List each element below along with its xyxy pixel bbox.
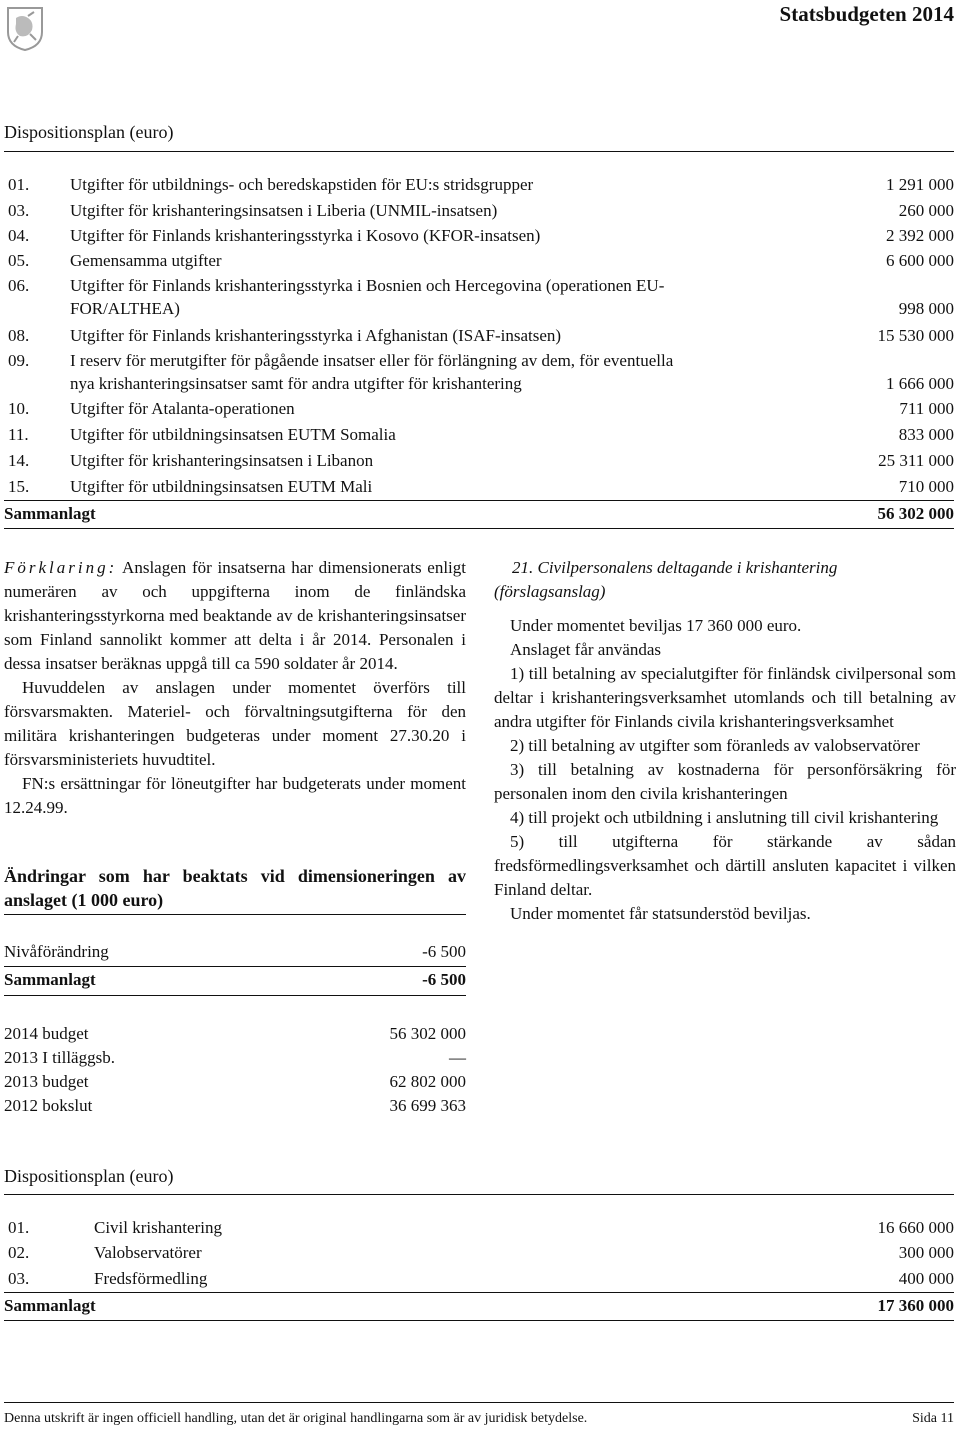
explanation-label: Förklaring: [4, 558, 118, 577]
plan1-row-09: 09. I reserv för merutgifter för pågående insatser eller för förlängning av dem, för eventuella [8, 351, 674, 370]
plan1-bottom-rule [4, 528, 954, 529]
changes-total-row: Sammanlagt -6 500 [4, 970, 466, 989]
explanation-p3: FN:s ersättningar för löneutgifter har budgeterats under moment 12.24.99. [4, 774, 466, 817]
budget-row-2013-supplementary: 2013 I tilläggsb. — [4, 1048, 466, 1067]
plan2-top-rule [4, 1194, 954, 1195]
explanation-first: Anslagen för insatserna har dimensionerats enligt numerären av och uppgifterna inom de finländska krishanteringsstyrkorna med beaktande av de krishanteringsinsatser som Finland sannolikt kommer att delta i år 2014. Personalen i dessa insatser beräknas uppgå till ca 590 soldater år 2014. [4, 558, 466, 673]
budget-row-2014: 2014 budget 56 302 000 [4, 1024, 466, 1043]
plan1-row-09-cont: nya krishanteringsinsatser samt för andra utgifter för krishantering 1 666 000 [70, 374, 954, 393]
plan1-row-01: 01. Utgifter för utbildnings- och beredskapstiden för EU:s stridsgrupper 1 291 000 [8, 175, 954, 194]
footer-disclaimer: Denna utskrift är ingen officiell handling, utan det är original handlingarna som är av juridisk betydelse. [4, 1411, 588, 1426]
plan1-row-15: 15. Utgifter för utbildningsinsatsen EUTM Mali 710 000 [8, 477, 954, 496]
changes-title: Ändringar som har beaktats vid dimensioneringen av anslaget (1 000 euro) [4, 866, 466, 910]
footer-rule [4, 1402, 954, 1403]
moment-21-amount: Under momentet beviljas 17 360 000 euro. [510, 616, 802, 635]
moment-21-grant: Under momentet får statsunderstöd beviljas. [510, 904, 811, 923]
explanation-block [4, 556, 466, 820]
changes-bottom-rule [4, 995, 466, 996]
moment-21-usage-intro: Anslaget får användas [510, 640, 662, 659]
explanation-p2: Huvuddelen av anslagen under momentet överförs till försvarsmakten. Materiel- och förvaltningsutgifterna för den militära krishanteringen budgeteras under moment 27.30.20 i försvarsministeriets huvudtitel. [4, 678, 466, 769]
plan2-bottom-rule [4, 1320, 954, 1321]
plan2-total-row: Sammanlagt 17 360 000 [4, 1296, 954, 1315]
budget-row-2012: 2012 bokslut 36 699 363 [4, 1096, 466, 1115]
plan2-row-03: 03. Fredsförmedling 400 000 [8, 1269, 954, 1288]
moment-21-item-4: 4) till projekt och utbildning i anslutning till civil krishantering [510, 808, 939, 827]
plan2-row-02: 02. Valobservatörer 300 000 [8, 1243, 954, 1262]
page-header-title: Statsbudgeten 2014 [779, 2, 954, 26]
lion-crest-logo [4, 4, 46, 52]
moment-21-body [494, 614, 956, 926]
plan1-row-03: 03. Utgifter för krishanteringsinsatsen i Liberia (UNMIL-insatsen) 260 000 [8, 201, 954, 220]
plan1-title: Dispositionsplan (euro) [4, 122, 174, 142]
plan2-row-01: 01. Civil krishantering 16 660 000 [8, 1218, 954, 1237]
plan1-row-11: 11. Utgifter för utbildningsinsatsen EUTM Somalia 833 000 [8, 425, 954, 444]
plan2-total-rule [4, 1292, 954, 1293]
plan1-row-05: 05. Gemensamma utgifter 6 600 000 [8, 251, 954, 270]
plan1-row-10: 10. Utgifter för Atalanta-operationen 711 000 [8, 399, 954, 418]
moment-21-item-2: 2) till betalning av utgifter som föranleds av valobservatörer [510, 736, 920, 755]
changes-row: Nivåförändring -6 500 [4, 942, 466, 961]
plan1-row-06: 06. Utgifter för Finlands krishanteringsstyrka i Bosnien och Hercegovina (operationen EU- [8, 276, 665, 295]
plan1-top-rule [4, 151, 954, 152]
plan1-total-rule [4, 500, 954, 501]
changes-top-rule [4, 914, 466, 915]
plan1-row-08: 08. Utgifter för Finlands krishanteringsstyrka i Afghanistan (ISAF-insatsen) 15 530 000 [8, 326, 954, 345]
page-number: Sida 11 [912, 1411, 954, 1426]
moment-21-heading: 21. Civilpersonalens deltagande i krishantering (förslagsanslag) [494, 558, 838, 601]
footer [4, 1411, 954, 1427]
plan1-row-06-cont: FOR/ALTHEA) 998 000 [70, 299, 954, 318]
plan1-row-14: 14. Utgifter för krishanteringsinsatsen i Libanon 25 311 000 [8, 451, 954, 470]
budget-row-2013: 2013 budget 62 802 000 [4, 1072, 466, 1091]
moment-21-item-1: 1) till betalning av specialutgifter för finländsk civilpersonal som deltar i krishanteringsverksamhet utomlands och till betalning av andra utgifter för Finlands civila krishanteringsverksamhet [494, 664, 956, 731]
changes-total-rule [4, 966, 466, 967]
moment-21-item-3: 3) till betalning av kostnaderna för personförsäkring för personalen inom den civila krishanteringen [494, 760, 956, 803]
plan2-title: Dispositionsplan (euro) [4, 1166, 174, 1186]
moment-21-item-5: 5) till utgifterna för stärkande av sådan fredsförmedlingsverksamhet och därtill ansluten kapacitet i vilken Finland deltar. [494, 832, 956, 899]
plan1-total-row: Sammanlagt 56 302 000 [4, 504, 954, 523]
plan1-row-04: 04. Utgifter för Finlands krishanteringsstyrka i Kosovo (KFOR-insatsen) 2 392 000 [8, 226, 954, 245]
